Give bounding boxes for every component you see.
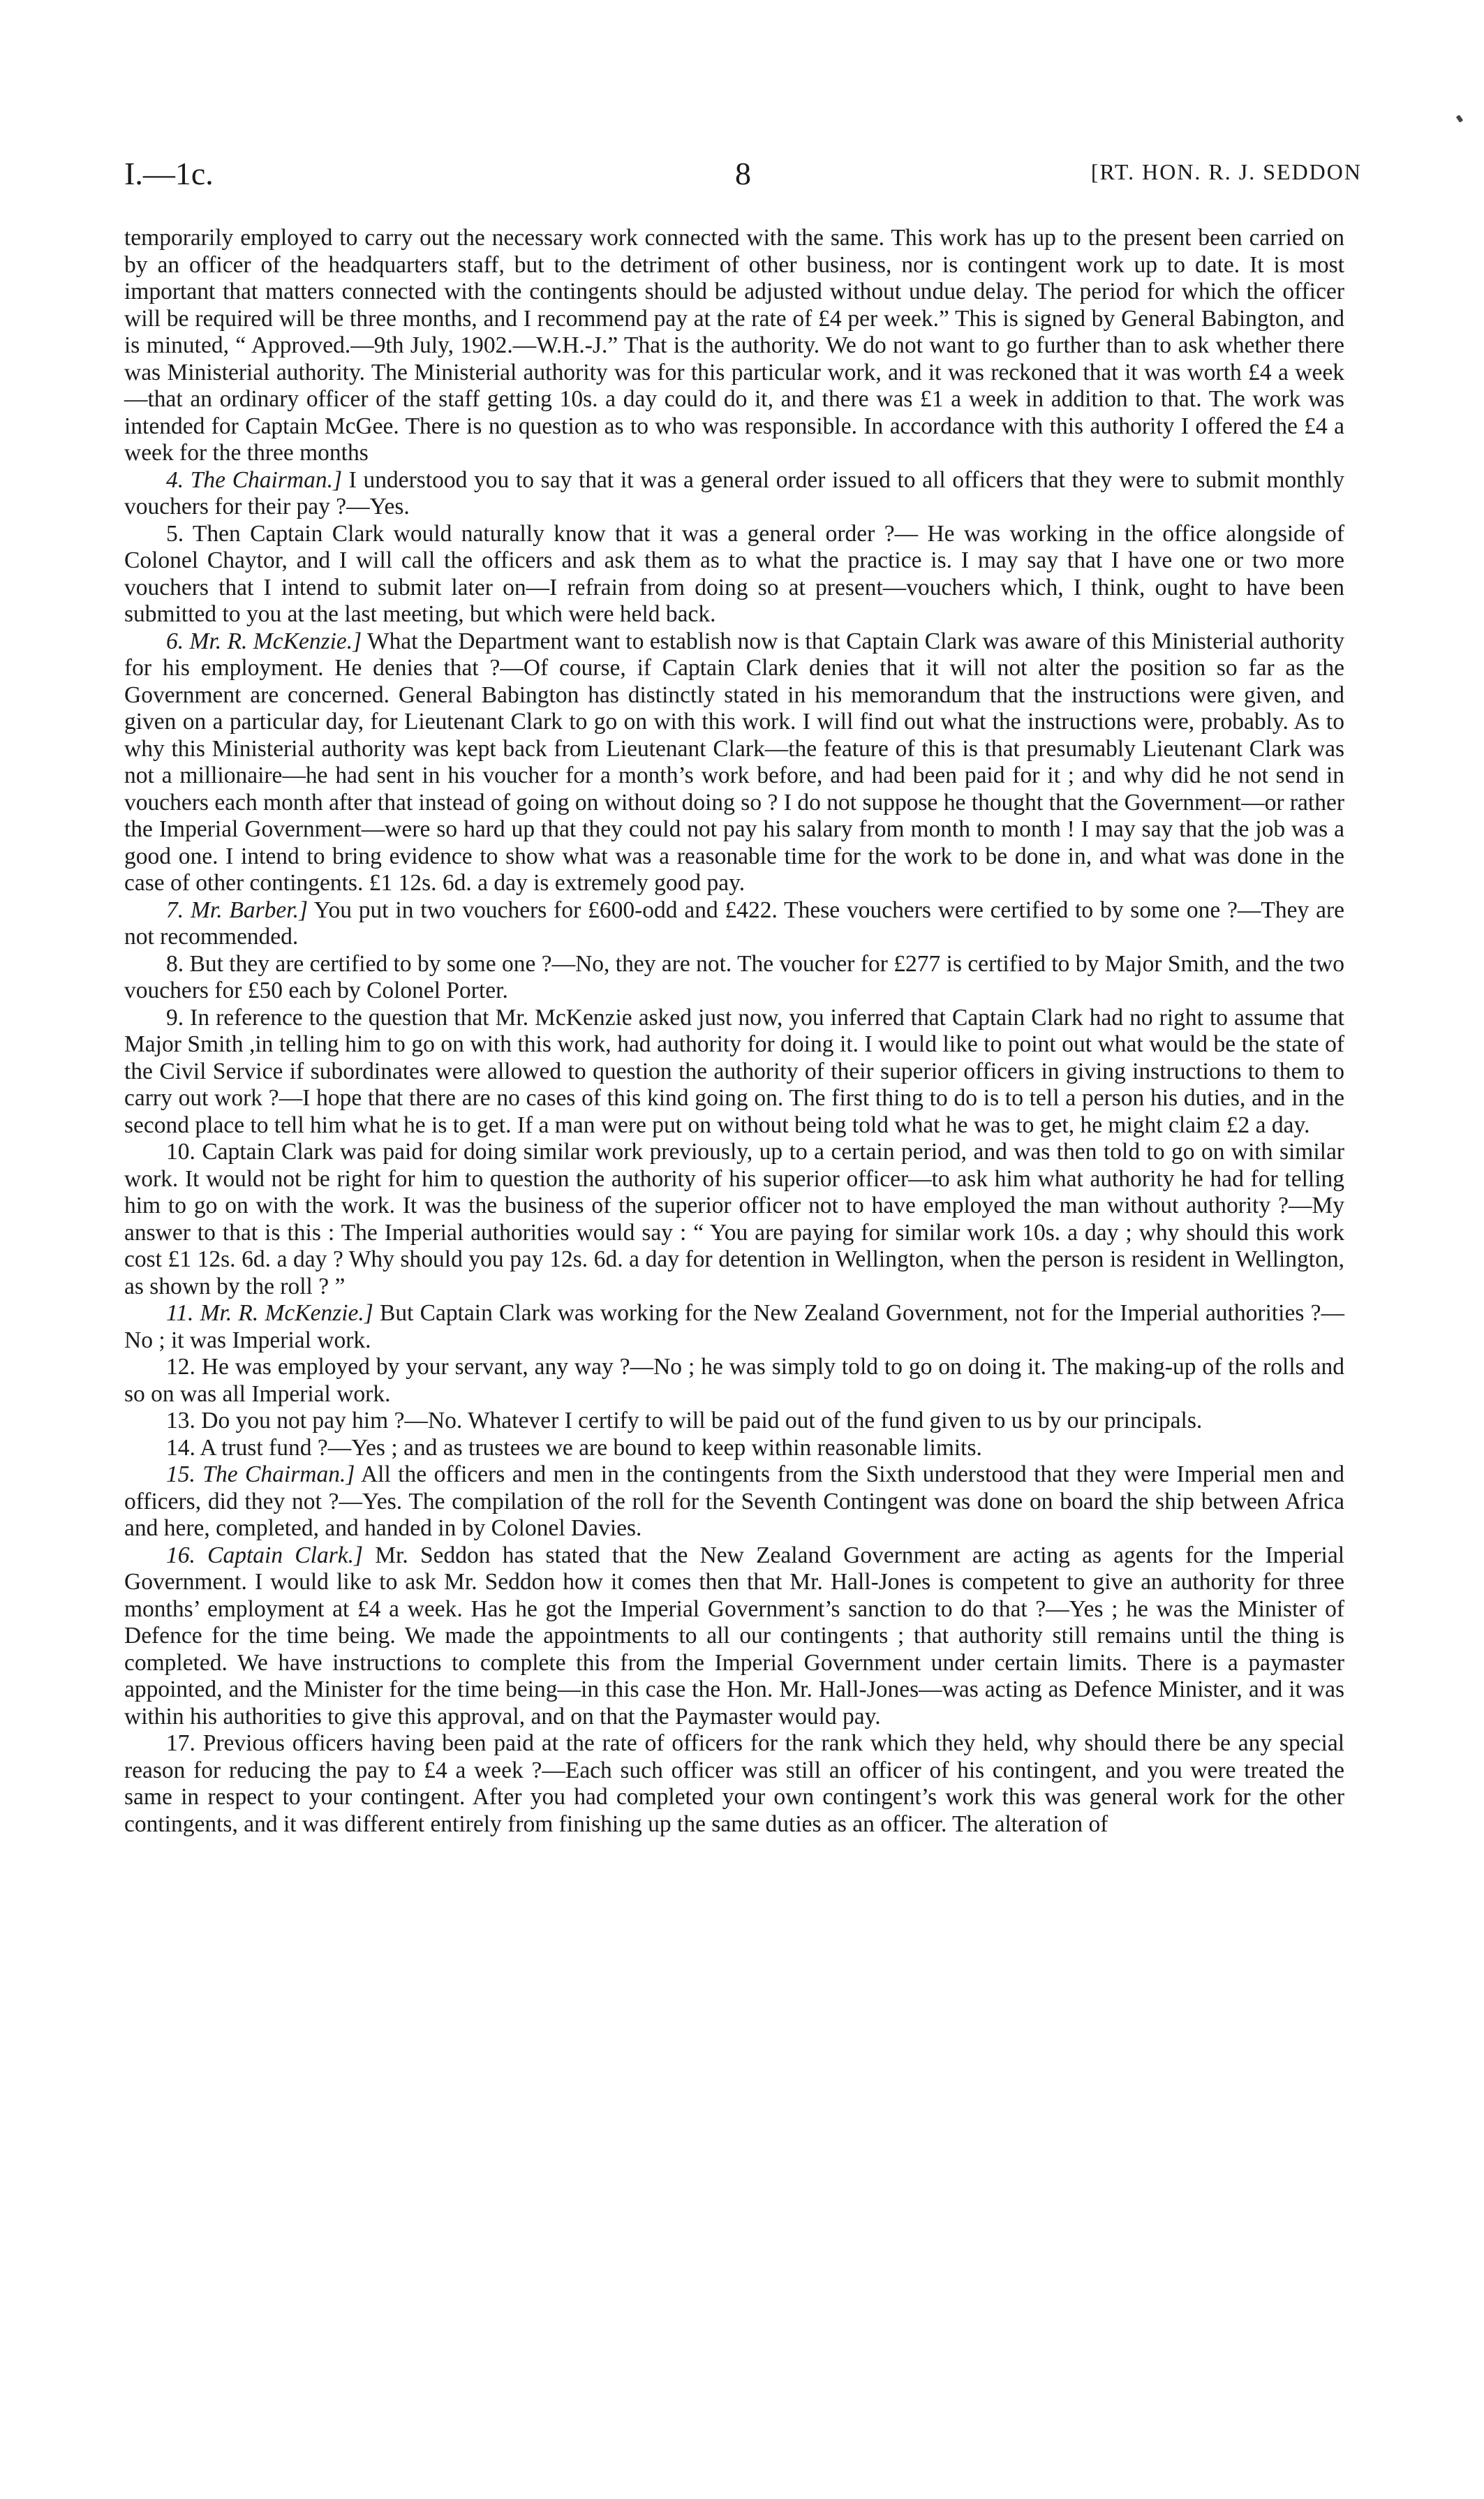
- body-text: [124, 225, 1344, 1838]
- paragraph-text: What the Department want to establish now is that Captain Clark was aware of this Ministerial authority for his employment. He denies that ?—Of course, if Captain Clark denies that it will not alter the position so far as the Government are concerned. General Babington has distinctly stated in his memorandum that the instructions were given, and given on a particular day, for Lieutenant Clark to go on with this work. I will find out what the instructions were, probably. As to why this Ministerial authority was kept back from Lieutenant Clark—the feature of this is that presumably Lieutenant Clark was not a millionaire—he had sent in his voucher for a month’s work before, and had been paid for it ; and why did he not send in vouchers each month after that instead of going on without doing so ? I do not suppose he thought that the Government—or rather the Imperial Government—were so hard up that they could not pay his salary from month to month ! I may say that the job was a good one. I intend to bring evidence to show what was a reasonable time for the work to be done in, and what was done in the case of other contingents. £1 12s. 6d. a day is extremely good pay.: [124, 628, 1344, 896]
- paragraph-text: 17. Previous officers having been paid at the rate of officers for the rank which they held, why should there be any special reason for reducing the pay to £4 a week ?—Each such officer was still an officer of his contingent, and you were treated the same in respect to your contingent. After you had completed your own contingent’s work this was general work for the other contingents, and it was different entirely from finishing up the same duties as an officer. The alteration of: [124, 1730, 1344, 1837]
- speaker-label: 15. The Chairman.]: [166, 1461, 355, 1487]
- stray-mark: [1456, 115, 1464, 123]
- paragraph-text: I understood you to say that it was a general order issued to all officers that they were to submit monthly vouchers for their pay ?—Yes.: [124, 466, 1344, 519]
- paragraph-text: 5. Then Captain Clark would naturally know that it was a general order ?— He was working in the office alongside of Colonel Chaytor, and I will call the officers and ask them as to what the practice is. I may say that I have one or two more vouchers that I intend to submit later on—I refrain from doing so at present—vouchers which, I think, ought to have been submitted to you at the last meeting, but which were held back.: [124, 520, 1344, 627]
- paragraph: [124, 1542, 1344, 1731]
- paragraph: [124, 1435, 1344, 1462]
- paragraph-text: You put in two vouchers for £600-odd and £422. These vouchers were certified to by some one ?—They are not recommended.: [124, 897, 1344, 950]
- paragraph: [124, 521, 1344, 628]
- paragraph: [124, 467, 1344, 521]
- speaker-label: 16. Captain Clark.]: [166, 1542, 364, 1568]
- speaker-label: 6. Mr. R. McKenzie.]: [166, 628, 362, 654]
- paragraph: [124, 1139, 1344, 1300]
- paragraph: [124, 1730, 1344, 1838]
- paragraph-text: 10. Captain Clark was paid for doing similar work previously, up to a certain period, and was then told to go on with similar work. It would not be right for him to question the authority of his superior officer—to ask him what authority he had for telling him to go on with the work. It was the business of the superior officer not to have employed the man without authority ?—My answer to that is this : The Imperial authorities would say : “ You are paying for similar work 10s. a day ; why should this work cost £1 12s. 6d. a day ? Why should you pay 12s. 6d. a day for detention in Wellington, when the person is resident in Wellington, as shown by the roll ? ”: [124, 1139, 1344, 1299]
- paragraph: [124, 1300, 1344, 1354]
- paragraph: [124, 897, 1344, 951]
- paragraph-text: 12. He was employed by your servant, any way ?—No ; he was simply told to go on doing it. The making-up of the rolls and so on was all Imperial work.: [124, 1354, 1344, 1407]
- speaker-label: 4. The Chairman.]: [166, 466, 343, 493]
- header-reference: I.—1c.: [124, 156, 214, 191]
- speaker-label: 7. Mr. Barber.]: [166, 897, 309, 923]
- page-header: [124, 155, 1362, 200]
- paragraph: [124, 225, 1344, 467]
- paragraph-text: temporarily employed to carry out the necessary work connected with the same. This work has up to the present been carried on by an officer of the headquarters staff, but to the detriment of other business, nor is contingent work up to date. It is most important that matters connected with the contingents should be adjusted without undue delay. The period for which the officer will be required will be three months, and I recommend pay at the rate of £4 per week.” This is signed by General Babington, and is minuted, “ Approved.—9th July, 1902.—W.H.-J.” That is the authority. We do not want to go further than to ask whether there was Ministerial authority. The Ministerial authority was for this particular work, and it was reckoned that it was worth £4 a week—that an ordinary officer of the staff getting 10s. a day could do it, and there was £1 a week in addition to that. The work was intended for Captain McGee. There is no question as to who was responsible. In accordance with this authority I offered the £4 a week for the three months: [124, 225, 1344, 466]
- paragraph: [124, 1408, 1344, 1435]
- paragraph-text: All the officers and men in the contingents from the Sixth understood that they were Imperial men and officers, did they not ?—Yes. The compilation of the roll for the Seventh Contingent was done on board the ship between Africa and here, completed, and handed in by Colonel Davies.: [124, 1461, 1344, 1541]
- paragraph-text: 14. A trust fund ?—Yes ; and as trustees we are bound to keep within reasonable limits.: [166, 1434, 982, 1461]
- paragraph: [124, 951, 1344, 1005]
- paragraph-text: 9. In reference to the question that Mr. McKenzie asked just now, you inferred that Captain Clark had no right to assume that Major Smith ,in telling him to go on with this work, had authority for doing it. I would like to point out what would be the state of the Civil Service if subordinates were allowed to question the authority of their superior officers in giving instructions to them to carry out work ?—I hope that there are no cases of this kind going on. The first thing to do is to tell a person his duties, and in the second place to tell him what he is to get. If a man were put on without being told what he was to get, he might claim £2 a day.: [124, 1004, 1344, 1138]
- paragraph: [124, 628, 1344, 897]
- paragraph: [124, 1461, 1344, 1542]
- paragraph: [124, 1005, 1344, 1140]
- speaker-label: 11. Mr. R. McKenzie.]: [166, 1300, 373, 1326]
- page-number: 8: [735, 156, 751, 191]
- paragraph-text: Mr. Seddon has stated that the New Zealand Government are acting as agents for the Imperial Government. I would like to ask Mr. Seddon how it comes then that Mr. Hall-Jones is competent to give an authority for three months’ employment at £4 a week. Has he got the Imperial Government’s sanction to do that ?—Yes ; he was the Minister of Defence for the time being. We made the appointments to all our contingents ; that authority still remains until the thing is completed. We have instructions to complete this from the Imperial Government under certain limits. There is a paymaster appointed, and the Minister for the time being—in this case the Hon. Mr. Hall-Jones—was acting as Defence Minister, and it was within his authorities to give this approval, and on that the Paymaster would pay.: [124, 1542, 1344, 1730]
- header-speaker: [RT. HON. R. J. SEDDON: [1090, 159, 1362, 184]
- paragraph: [124, 1354, 1344, 1408]
- paragraph-text: 13. Do you not pay him ?—No. Whatever I certify to will be paid out of the fund given to us by our principals.: [166, 1408, 1203, 1433]
- paragraph-text: 8. But they are certified to by some one ?—No, they are not. The voucher for £277 is certified to by Major Smith, and the two vouchers for £50 each by Colonel Porter.: [124, 950, 1344, 1003]
- paragraph-text: But Captain Clark was working for the New Zealand Government, not for the Imperial authorities ?—No ; it was Imperial work.: [124, 1300, 1344, 1353]
